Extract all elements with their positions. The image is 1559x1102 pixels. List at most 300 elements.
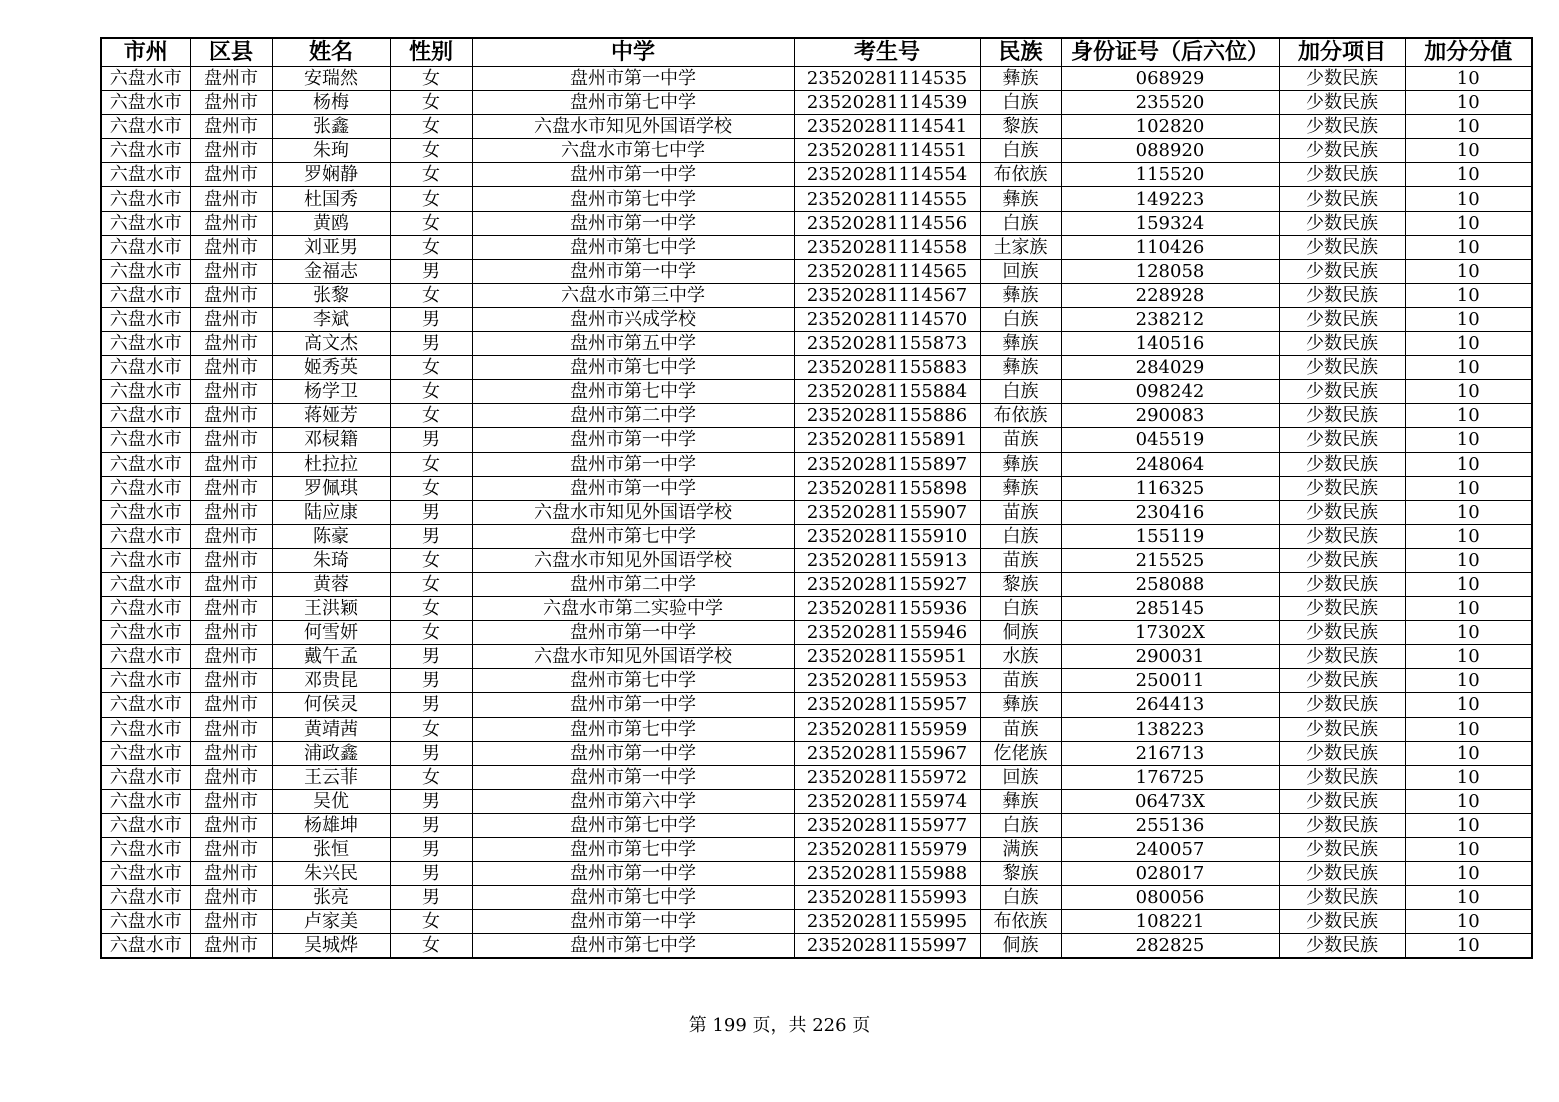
cell-id-last-six: 128058 [1061,259,1279,283]
cell-exam-number: 23520281114567 [794,283,980,307]
cell-city: 六盘水市 [101,163,190,187]
cell-gender: 男 [390,789,472,813]
cell-bonus-item: 少数民族 [1279,669,1405,693]
table-row [101,572,1532,596]
cell-gender: 女 [390,91,472,115]
cell-gender: 女 [390,380,472,404]
cell-bonus-value: 10 [1405,500,1532,524]
cell-id-last-six: 116325 [1061,476,1279,500]
cell-county: 盘州市 [190,645,272,669]
cell-name: 李斌 [272,307,390,331]
cell-county: 盘州市 [190,332,272,356]
cell-school: 盘州市第二中学 [472,404,794,428]
cell-bonus-item: 少数民族 [1279,307,1405,331]
cell-ethnicity: 彝族 [980,693,1061,717]
cell-ethnicity: 彝族 [980,283,1061,307]
cell-bonus-item: 少数民族 [1279,332,1405,356]
table-row [101,813,1532,837]
table-row [101,163,1532,187]
cell-bonus-item: 少数民族 [1279,910,1405,934]
cell-ethnicity: 彝族 [980,452,1061,476]
cell-id-last-six: 068929 [1061,67,1279,91]
cell-school: 盘州市第一中学 [472,765,794,789]
cell-name: 朱兴民 [272,862,390,886]
cell-gender: 男 [390,524,472,548]
header-city: 市州 [101,38,190,67]
cell-bonus-item: 少数民族 [1279,259,1405,283]
cell-county: 盘州市 [190,67,272,91]
cell-name: 高文杰 [272,332,390,356]
cell-county: 盘州市 [190,283,272,307]
cell-gender: 男 [390,332,472,356]
cell-exam-number: 23520281114539 [794,91,980,115]
cell-id-last-six: 248064 [1061,452,1279,476]
cell-bonus-item: 少数民族 [1279,452,1405,476]
cell-school: 盘州市第一中学 [472,910,794,934]
cell-bonus-value: 10 [1405,332,1532,356]
cell-school: 盘州市第一中学 [472,476,794,500]
cell-bonus-item: 少数民族 [1279,283,1405,307]
cell-bonus-item: 少数民族 [1279,91,1405,115]
cell-exam-number: 23520281114554 [794,163,980,187]
cell-ethnicity: 仡佬族 [980,741,1061,765]
table-row [101,139,1532,163]
cell-name: 张黎 [272,283,390,307]
cell-gender: 女 [390,934,472,959]
cell-id-last-six: 138223 [1061,717,1279,741]
cell-bonus-item: 少数民族 [1279,789,1405,813]
cell-city: 六盘水市 [101,380,190,404]
cell-exam-number: 23520281155993 [794,886,980,910]
cell-ethnicity: 白族 [980,886,1061,910]
cell-school: 盘州市第一中学 [472,428,794,452]
table-row [101,404,1532,428]
cell-ethnicity: 彝族 [980,789,1061,813]
cell-gender: 男 [390,838,472,862]
cell-id-last-six: 149223 [1061,187,1279,211]
cell-county: 盘州市 [190,669,272,693]
cell-bonus-value: 10 [1405,572,1532,596]
cell-bonus-value: 10 [1405,163,1532,187]
cell-bonus-value: 10 [1405,283,1532,307]
cell-school: 盘州市第一中学 [472,452,794,476]
header-ethnicity: 民族 [980,38,1061,67]
cell-exam-number: 23520281155883 [794,356,980,380]
cell-ethnicity: 白族 [980,813,1061,837]
cell-id-last-six: 290031 [1061,645,1279,669]
cell-county: 盘州市 [190,838,272,862]
cell-bonus-item: 少数民族 [1279,548,1405,572]
cell-name: 黄蓉 [272,572,390,596]
table-row [101,765,1532,789]
cell-ethnicity: 白族 [980,211,1061,235]
cell-ethnicity: 白族 [980,91,1061,115]
cell-exam-number: 23520281155873 [794,332,980,356]
cell-name: 陈豪 [272,524,390,548]
cell-ethnicity: 彝族 [980,356,1061,380]
cell-id-last-six: 088920 [1061,139,1279,163]
cell-name: 杜拉拉 [272,452,390,476]
cell-county: 盘州市 [190,259,272,283]
cell-gender: 女 [390,356,472,380]
cell-ethnicity: 侗族 [980,621,1061,645]
cell-county: 盘州市 [190,862,272,886]
table-row [101,91,1532,115]
cell-name: 杨学卫 [272,380,390,404]
cell-exam-number: 23520281114555 [794,187,980,211]
cell-exam-number: 23520281114565 [794,259,980,283]
cell-gender: 女 [390,548,472,572]
cell-county: 盘州市 [190,524,272,548]
cell-ethnicity: 布依族 [980,163,1061,187]
header-id-last-six: 身份证号（后六位） [1061,38,1279,67]
cell-id-last-six: 140516 [1061,332,1279,356]
cell-school: 盘州市兴成学校 [472,307,794,331]
cell-exam-number: 23520281155913 [794,548,980,572]
cell-gender: 男 [390,645,472,669]
cell-id-last-six: 285145 [1061,597,1279,621]
cell-id-last-six: 108221 [1061,910,1279,934]
cell-name: 姬秀英 [272,356,390,380]
cell-county: 盘州市 [190,621,272,645]
cell-id-last-six: 110426 [1061,235,1279,259]
cell-bonus-value: 10 [1405,717,1532,741]
cell-city: 六盘水市 [101,717,190,741]
cell-gender: 女 [390,765,472,789]
cell-gender: 女 [390,187,472,211]
cell-gender: 男 [390,307,472,331]
cell-name: 黄靖茜 [272,717,390,741]
cell-bonus-value: 10 [1405,67,1532,91]
cell-id-last-six: 250011 [1061,669,1279,693]
cell-gender: 男 [390,886,472,910]
cell-name: 安瑞然 [272,67,390,91]
cell-name: 张亮 [272,886,390,910]
page-footer: 第 199 页，共 226 页 [688,1015,871,1036]
cell-county: 盘州市 [190,404,272,428]
cell-exam-number: 23520281155936 [794,597,980,621]
cell-city: 六盘水市 [101,283,190,307]
cell-ethnicity: 彝族 [980,476,1061,500]
cell-county: 盘州市 [190,187,272,211]
cell-name: 张恒 [272,838,390,862]
cell-exam-number: 23520281155907 [794,500,980,524]
cell-ethnicity: 侗族 [980,934,1061,959]
table-row [101,259,1532,283]
cell-gender: 男 [390,693,472,717]
cell-exam-number: 23520281155898 [794,476,980,500]
table-row [101,621,1532,645]
table-body [101,67,1532,959]
cell-school: 盘州市第一中学 [472,693,794,717]
header-school: 中学 [472,38,794,67]
table-row [101,934,1532,959]
cell-name: 罗娴静 [272,163,390,187]
cell-id-last-six: 255136 [1061,813,1279,837]
cell-id-last-six: 228928 [1061,283,1279,307]
cell-city: 六盘水市 [101,934,190,959]
cell-school: 盘州市第二中学 [472,572,794,596]
cell-city: 六盘水市 [101,813,190,837]
cell-ethnicity: 水族 [980,645,1061,669]
cell-bonus-value: 10 [1405,476,1532,500]
cell-gender: 女 [390,283,472,307]
cell-bonus-value: 10 [1405,910,1532,934]
header-name: 姓名 [272,38,390,67]
cell-bonus-item: 少数民族 [1279,886,1405,910]
cell-county: 盘州市 [190,235,272,259]
cell-bonus-value: 10 [1405,380,1532,404]
cell-id-last-six: 282825 [1061,934,1279,959]
cell-bonus-item: 少数民族 [1279,645,1405,669]
cell-bonus-value: 10 [1405,813,1532,837]
cell-id-last-six: 264413 [1061,693,1279,717]
cell-bonus-item: 少数民族 [1279,572,1405,596]
cell-bonus-item: 少数民族 [1279,428,1405,452]
cell-bonus-value: 10 [1405,91,1532,115]
cell-id-last-six: 028017 [1061,862,1279,886]
cell-name: 卢家美 [272,910,390,934]
table-row [101,838,1532,862]
header-bonus-value: 加分分值 [1405,38,1532,67]
cell-bonus-item: 少数民族 [1279,235,1405,259]
cell-exam-number: 23520281155957 [794,693,980,717]
cell-exam-number: 23520281155946 [794,621,980,645]
cell-gender: 女 [390,717,472,741]
cell-gender: 女 [390,67,472,91]
cell-school: 盘州市第七中学 [472,886,794,910]
table-row [101,476,1532,500]
table-row [101,886,1532,910]
cell-school: 盘州市第一中学 [472,67,794,91]
cell-name: 杨雄坤 [272,813,390,837]
cell-bonus-item: 少数民族 [1279,476,1405,500]
cell-gender: 女 [390,404,472,428]
cell-school: 盘州市第七中学 [472,380,794,404]
cell-bonus-item: 少数民族 [1279,524,1405,548]
cell-bonus-item: 少数民族 [1279,500,1405,524]
cell-id-last-six: 06473X [1061,789,1279,813]
cell-city: 六盘水市 [101,669,190,693]
cell-city: 六盘水市 [101,67,190,91]
cell-city: 六盘水市 [101,235,190,259]
cell-school: 六盘水市知见外国语学校 [472,500,794,524]
bonus-points-table [100,37,1533,959]
cell-exam-number: 23520281114558 [794,235,980,259]
cell-gender: 男 [390,500,472,524]
cell-gender: 男 [390,428,472,452]
cell-exam-number: 23520281155886 [794,404,980,428]
cell-county: 盘州市 [190,717,272,741]
cell-exam-number: 23520281155951 [794,645,980,669]
cell-city: 六盘水市 [101,187,190,211]
table-row [101,645,1532,669]
cell-county: 盘州市 [190,428,272,452]
cell-city: 六盘水市 [101,645,190,669]
cell-exam-number: 23520281114551 [794,139,980,163]
cell-city: 六盘水市 [101,524,190,548]
cell-gender: 女 [390,597,472,621]
cell-ethnicity: 苗族 [980,717,1061,741]
table-row [101,862,1532,886]
cell-exam-number: 23520281155979 [794,838,980,862]
cell-exam-number: 23520281155967 [794,741,980,765]
table-row [101,717,1532,741]
cell-gender: 男 [390,669,472,693]
cell-ethnicity: 白族 [980,597,1061,621]
cell-ethnicity: 苗族 [980,669,1061,693]
header-county: 区县 [190,38,272,67]
cell-name: 王云菲 [272,765,390,789]
cell-bonus-item: 少数民族 [1279,717,1405,741]
cell-city: 六盘水市 [101,886,190,910]
table-row [101,187,1532,211]
cell-bonus-item: 少数民族 [1279,862,1405,886]
cell-bonus-value: 10 [1405,115,1532,139]
table-header-row [101,38,1532,67]
cell-gender: 女 [390,910,472,934]
cell-ethnicity: 苗族 [980,428,1061,452]
cell-school: 盘州市第六中学 [472,789,794,813]
table-row [101,693,1532,717]
cell-city: 六盘水市 [101,838,190,862]
cell-bonus-value: 10 [1405,259,1532,283]
cell-county: 盘州市 [190,741,272,765]
cell-city: 六盘水市 [101,428,190,452]
cell-bonus-value: 10 [1405,548,1532,572]
cell-gender: 女 [390,621,472,645]
cell-exam-number: 23520281155953 [794,669,980,693]
cell-name: 朱珣 [272,139,390,163]
cell-name: 杜国秀 [272,187,390,211]
table-row [101,524,1532,548]
table-row [101,548,1532,572]
cell-school: 盘州市第一中学 [472,862,794,886]
cell-city: 六盘水市 [101,211,190,235]
cell-city: 六盘水市 [101,548,190,572]
cell-gender: 男 [390,862,472,886]
cell-bonus-item: 少数民族 [1279,838,1405,862]
cell-gender: 男 [390,259,472,283]
cell-city: 六盘水市 [101,356,190,380]
cell-gender: 女 [390,115,472,139]
cell-school: 盘州市第七中学 [472,91,794,115]
cell-exam-number: 23520281155891 [794,428,980,452]
cell-school: 盘州市第一中学 [472,163,794,187]
cell-bonus-item: 少数民族 [1279,741,1405,765]
cell-city: 六盘水市 [101,91,190,115]
cell-county: 盘州市 [190,115,272,139]
table-row [101,283,1532,307]
cell-name: 何雪妍 [272,621,390,645]
table-row [101,428,1532,452]
cell-county: 盘州市 [190,211,272,235]
cell-name: 何侯灵 [272,693,390,717]
cell-ethnicity: 白族 [980,380,1061,404]
cell-ethnicity: 苗族 [980,500,1061,524]
cell-county: 盘州市 [190,548,272,572]
cell-ethnicity: 回族 [980,765,1061,789]
cell-city: 六盘水市 [101,693,190,717]
cell-city: 六盘水市 [101,404,190,428]
cell-exam-number: 23520281155884 [794,380,980,404]
cell-city: 六盘水市 [101,741,190,765]
cell-ethnicity: 白族 [980,307,1061,331]
cell-ethnicity: 黎族 [980,115,1061,139]
cell-bonus-value: 10 [1405,187,1532,211]
cell-county: 盘州市 [190,356,272,380]
cell-name: 吴城烨 [272,934,390,959]
cell-bonus-item: 少数民族 [1279,187,1405,211]
cell-id-last-six: 238212 [1061,307,1279,331]
table-row [101,332,1532,356]
table-row [101,235,1532,259]
cell-school: 盘州市第一中学 [472,621,794,645]
cell-bonus-item: 少数民族 [1279,621,1405,645]
header-gender: 性别 [390,38,472,67]
cell-bonus-value: 10 [1405,404,1532,428]
cell-gender: 女 [390,139,472,163]
cell-name: 王洪颖 [272,597,390,621]
cell-id-last-six: 155119 [1061,524,1279,548]
cell-county: 盘州市 [190,597,272,621]
cell-name: 邓贵昆 [272,669,390,693]
cell-city: 六盘水市 [101,862,190,886]
cell-bonus-value: 10 [1405,428,1532,452]
cell-gender: 男 [390,741,472,765]
cell-school: 盘州市第七中学 [472,187,794,211]
cell-ethnicity: 满族 [980,838,1061,862]
cell-id-last-six: 216713 [1061,741,1279,765]
cell-bonus-item: 少数民族 [1279,163,1405,187]
cell-exam-number: 23520281155974 [794,789,980,813]
cell-name: 金福志 [272,259,390,283]
cell-gender: 女 [390,476,472,500]
cell-bonus-item: 少数民族 [1279,115,1405,139]
cell-gender: 女 [390,211,472,235]
cell-city: 六盘水市 [101,307,190,331]
cell-county: 盘州市 [190,500,272,524]
cell-city: 六盘水市 [101,452,190,476]
cell-school: 盘州市第七中学 [472,356,794,380]
cell-city: 六盘水市 [101,332,190,356]
cell-bonus-value: 10 [1405,765,1532,789]
cell-school: 六盘水市第二实验中学 [472,597,794,621]
cell-id-last-six: 176725 [1061,765,1279,789]
cell-exam-number: 23520281155995 [794,910,980,934]
cell-school: 盘州市第五中学 [472,332,794,356]
cell-county: 盘州市 [190,886,272,910]
cell-ethnicity: 苗族 [980,548,1061,572]
cell-county: 盘州市 [190,91,272,115]
cell-county: 盘州市 [190,934,272,959]
cell-name: 陆应康 [272,500,390,524]
table-row [101,115,1532,139]
table-row [101,597,1532,621]
cell-bonus-item: 少数民族 [1279,356,1405,380]
cell-name: 邓棂籍 [272,428,390,452]
cell-county: 盘州市 [190,452,272,476]
cell-county: 盘州市 [190,572,272,596]
table-row [101,452,1532,476]
cell-name: 吴优 [272,789,390,813]
cell-id-last-six: 290083 [1061,404,1279,428]
cell-ethnicity: 布依族 [980,404,1061,428]
cell-ethnicity: 白族 [980,139,1061,163]
cell-id-last-six: 17302X [1061,621,1279,645]
cell-name: 罗佩琪 [272,476,390,500]
cell-school: 盘州市第七中学 [472,235,794,259]
